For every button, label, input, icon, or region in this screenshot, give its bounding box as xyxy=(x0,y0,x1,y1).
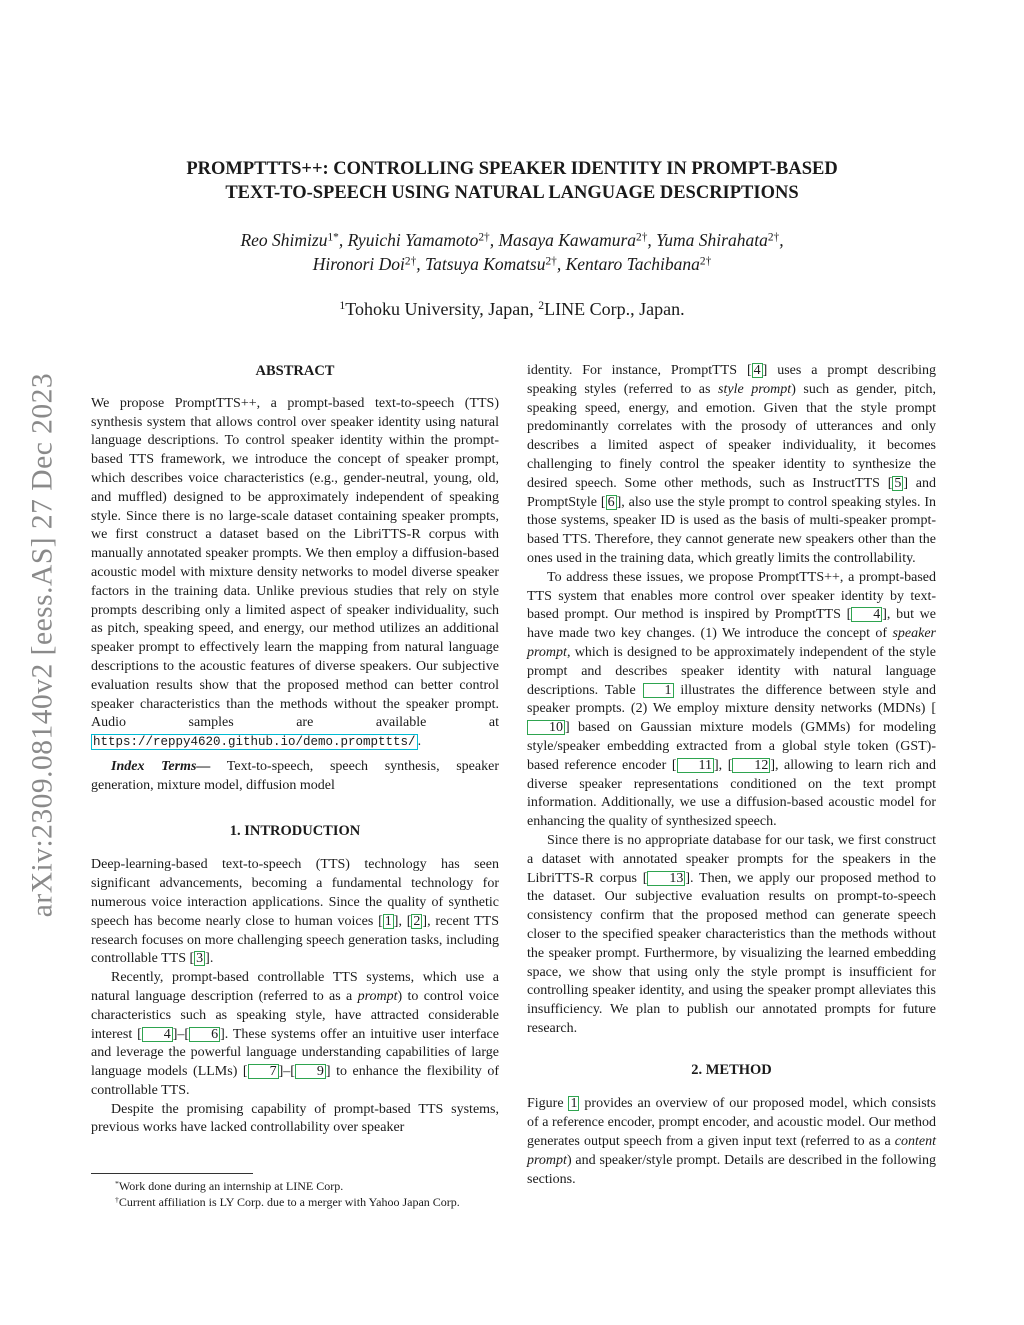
author-name: Ryuichi Yamamoto xyxy=(347,230,479,250)
citation-link[interactable]: 7 xyxy=(248,1064,279,1079)
body-paragraph: To address these issues, we propose PromptTTS++, a prompt-based TTS system that enables more control over speaker identity by text-based prompt. Our method is inspired by PromptTTS [ 4 ], but we have made two key changes. (1) We introduce the concept of speaker prompt, which is designed to be approximately independent of the style prompt and describes speaker identity with natural language descriptions. Table 1 illustrates the difference between style and speaker prompts. (2) We employ mixture density networks (MDNs) [10 ] based on Gaussian mixture models (GMMs) for modeling style/speaker embedding extracted from a global style token (GST)-based reference encoder [ 11 ], [ 12 ], allowing to learn rich and diverse speaker representations conditioned on the text prompt information. Additionally, we use a diffusion-based acoustic model for enhancing the quality of synthesized speech. xyxy=(527,569,937,830)
footnote: *Work done during an internship at LINE Corp. xyxy=(115,1179,344,1193)
citation-link[interactable]: 2 xyxy=(413,913,421,929)
author-list: Reo Shimizu$^{1*}$, Ryuichi Yamamoto$^{2\dagger}$, Masaya Kawamura$^{2\dagger}$, Yuma Shirahata$^{2\dagger}$, Hironori Doi$^{2\dagger}$, Tatsuya Komatsu$^{2\dagger}$, Kentaro Tachibana$^{2\dagger}$ xyxy=(240,230,784,274)
paper-title xyxy=(100,157,924,205)
intro-paragraph: Deep-learning-based text-to-speech (TTS) technology has seen significant advancements, becoming a fundamental technology for numerous voice interaction applications. Since the quality of synthetic speech has become nearly close to human voices [ 1 ], [ 2 ], recent TTS research focuses on more challenging speech generation tasks, including controllable TTS [ 3 ]. xyxy=(91,857,500,967)
author-name: Yuma Shirahata xyxy=(656,230,768,250)
left-column xyxy=(91,362,499,1138)
citation-link[interactable]: 4 xyxy=(851,607,882,622)
figure-link[interactable]: 1 xyxy=(570,1096,578,1112)
citation-link[interactable]: 3 xyxy=(196,951,204,967)
affil-mark: 1 xyxy=(339,299,346,313)
author-mark: 2† xyxy=(478,231,490,244)
citation-link[interactable]: 6 xyxy=(607,494,615,510)
affil-mark: 2 xyxy=(538,299,545,313)
author-name: Masaya Kawamura xyxy=(498,230,637,250)
author-name: Tatsuya Komatsu xyxy=(425,254,546,274)
abstract-heading: ABSTRACT xyxy=(255,363,335,379)
footnote: †Current affiliation is LY Corp. due to a merger with Yahoo Japan Corp. xyxy=(115,1195,460,1209)
citation-link[interactable]: 5 xyxy=(894,475,902,491)
author-name: Reo Shimizu xyxy=(240,230,328,250)
demo-url-link[interactable]: https://reppy4620.github.io/demo.prompttts/ xyxy=(93,735,416,750)
author-mark: 1* xyxy=(327,231,339,244)
title-line-2: TEXT-TO-SPEECH USING NATURAL LANGUAGE DESCRIPTIONS xyxy=(225,183,799,203)
citation-link[interactable]: 12 xyxy=(732,758,770,773)
abstract-body: We propose PromptTTS++, a prompt-based text-to-speech (TTS) synthesis system that allows control over speaker identity using natural language descriptions. To control speaker identity within the prompt-based TTS framework, we introduce the concept of speaker prompt, which describes voice characteristics (e.g., gender-neutral, young, old, and muffled) designed to be approximately independent of speaking style. Since there is no large-scale dataset containing speaker prompts, we first construct a dataset based on the LibriTTS-R corpus with manually annotated speaker prompts. We then employ a diffusion-based acoustic model with mixture density networks to model diverse speaker factors in the training data. Unlike previous studies that rely on style prompts describing only a limited aspect of speaker individuality, such as pitch, speaking speed, and energy, our method utilizes an additional speaker prompt to effectively learn the mapping from natural language descriptions to the acoustic features of diverse speakers. Our subjective evaluation results show that the proposed method can better control speaker characteristics than the methods without the speaker prompt. Audio samples are available at https://reppy4620.github.io/demo.prompttts/ . xyxy=(91,395,499,750)
table-link[interactable]: 1 xyxy=(643,683,674,698)
body-paragraph: Since there is no appropriate database for our task, we first construct a dataset with annotated speaker prompts for the speakers in the LibriTTS-R corpus [ 13 ]. Then, we apply our proposed method to the dataset. Our subjective evaluation results on prompt-to-speech consistency confirm that the proposed method can generate speech closer to the specified speaker characteristics than the methods without the speaker prompt. Furthermore, by visualizing the learned embedding space, we show that using only the style prompt is insufficient for controlling speaker identity, and using the speaker prompt alleviates this insufficiency. We plan to publish our annotated prompts for future research. xyxy=(527,832,936,1036)
citation-link[interactable]: 4 xyxy=(142,1027,173,1042)
author-mark: 2† xyxy=(767,231,780,244)
citation-link[interactable]: 10 xyxy=(527,720,565,735)
body-paragraph: Figure 1 provides an overview of our proposed model, which consists of a reference encoder, prompt encoder, and acoustic model. Our method generates output speech from a given input text (referred to as a content prompt) and speaker/style prompt. Details are described in the following sections. xyxy=(527,1096,936,1187)
affil-text: LINE Corp., Japan. xyxy=(544,299,685,319)
intro-paragraph: Recently, prompt-based controllable TTS systems, which use a natural language description (referred to as a prompt) to control voice characteristics such as speaking style, have attracted considerable interest [ 4 ]–[ 6 ]. These systems offer an intuitive user interface and leverage the powerful language understanding capabilities of large language models (LLMs) [ 7 ]–[ 9 ] to enhance the flexibility of controllable TTS. xyxy=(91,970,500,1098)
affiliations xyxy=(100,297,924,321)
footnote-divider xyxy=(91,1173,253,1174)
body-paragraph: identity. For instance, PromptTTS [ 4 ] uses a prompt describing speaking styles (referred to as style prompt) such as gender, pitch, speaking speed, energy, and emotion. Given that the style prompt predominantly correlates with the prosody of utterances and only describes a limited aspect of speaker individuality, it becomes challenging to finely control the speaker identity to synthesize the desired speech. Some other methods, such as InstructTTS [ 5 ] and PromptStyle [ 6 ], also use the style prompt to control speaking styles. In those systems, speaker ID is used as the basis of multi-speaker prompt-based TTS. Therefore, they cannot generate new speakers other than the ones used in the training data, which greatly limits the controllability. xyxy=(527,363,937,566)
author-mark: 2† xyxy=(404,255,417,268)
citation-link[interactable]: 9 xyxy=(295,1064,326,1079)
author-mark: 2† xyxy=(699,255,712,268)
author-mark: 2† xyxy=(545,255,557,268)
citation-link[interactable]: 6 xyxy=(189,1027,220,1042)
index-terms-label: Index Terms— xyxy=(111,758,211,774)
author-mark: 2† xyxy=(636,231,648,244)
author-name: Kentaro Tachibana xyxy=(565,254,700,274)
author-name: Hironori Doi xyxy=(312,254,405,274)
arxiv-identifier: arXiv:2309.08140v2 [eess.AS] 27 Dec 2023 xyxy=(26,372,59,918)
arxiv-stamp xyxy=(18,330,68,960)
intro-paragraph: Despite the promising capability of prompt-based TTS systems, previous works have lacked controllability over speaker xyxy=(91,1101,499,1136)
citation-link[interactable]: 1 xyxy=(384,913,392,929)
method-heading: 2. METHOD xyxy=(691,1061,772,1078)
index-terms: Index Terms— Text-to-speech, speech synthesis, speaker generation, mixture model, diffusion model xyxy=(91,758,499,793)
citation-link[interactable]: 13 xyxy=(647,871,685,886)
title-line-1: PROMPTTTS++: CONTROLLING SPEAKER IDENTITY IN PROMPT-BASED xyxy=(186,159,838,179)
citation-link[interactable]: 4 xyxy=(753,363,761,378)
intro-heading: 1. INTRODUCTION xyxy=(229,822,361,839)
citation-link[interactable]: 11 xyxy=(677,758,714,773)
footnotes xyxy=(91,1178,511,1210)
right-column xyxy=(527,362,936,1189)
affil-text: Tohoku University, Japan, xyxy=(345,299,539,319)
